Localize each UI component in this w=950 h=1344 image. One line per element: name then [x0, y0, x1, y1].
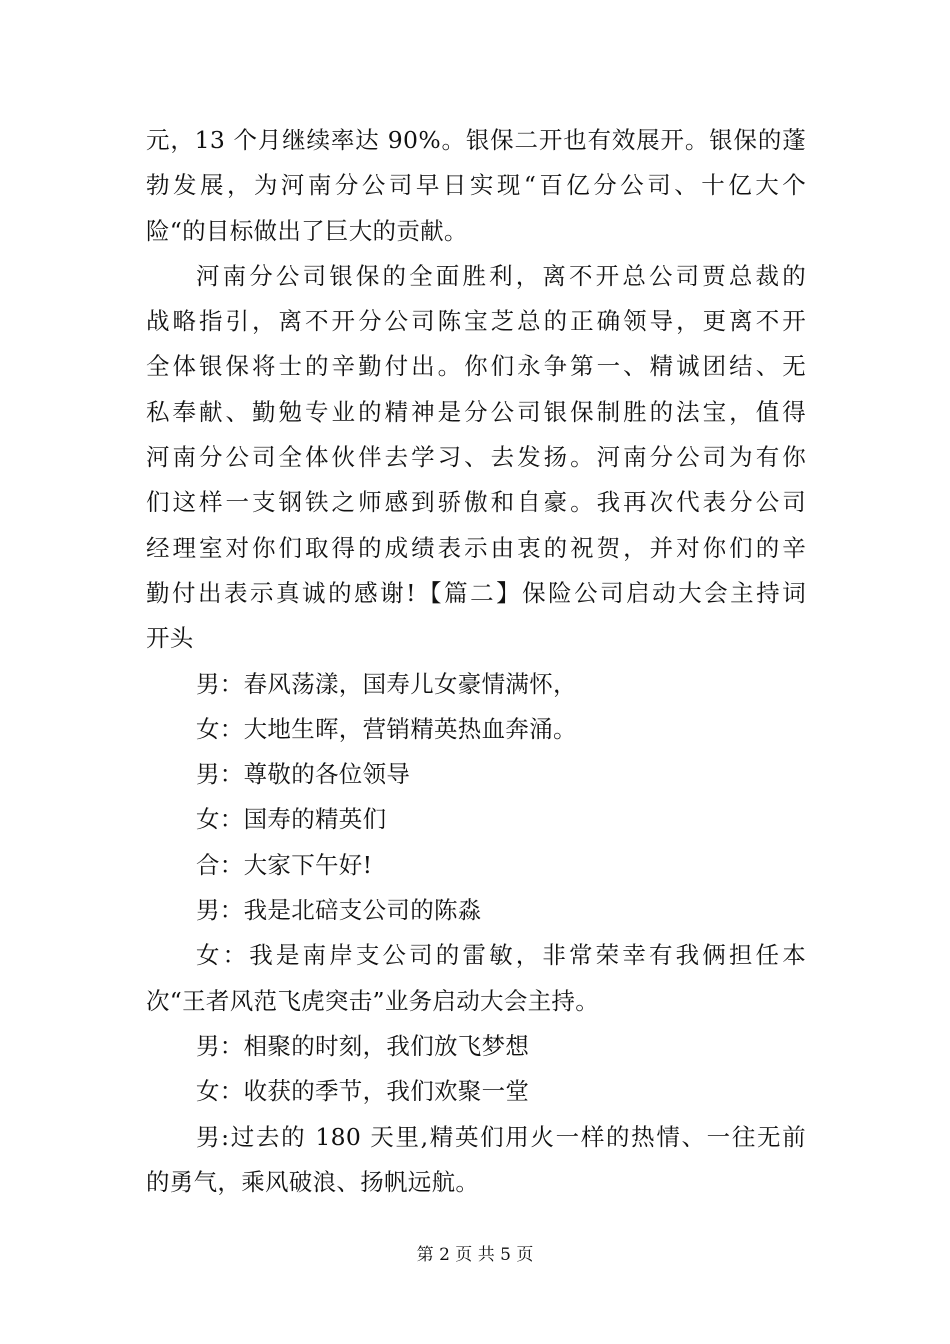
text-line: 次“王者风范飞虎突击”业务启动大会主持。: [146, 986, 600, 1015]
dialogue-line: 男：春风荡漾，国寿儿女豪情满怀，: [196, 669, 577, 698]
dialogue-line: 男：相聚的时刻，我们放飞梦想: [196, 1031, 530, 1060]
dialogue-line: 男：尊敬的各位领导: [196, 760, 411, 789]
dialogue-line: 合：大家下午好!: [196, 850, 373, 879]
page-number: 第 2 页 共 5 页: [416, 1245, 534, 1265]
text-line: 全体银保将士的辛勤付出。你们永争第一、精诚团结、无: [146, 352, 806, 381]
text-line: 河南分公司银保的全面胜利，离不开总公司贾总裁的: [196, 261, 806, 290]
text-line: 河南分公司全体伙伴去学习、去发扬。河南分公司为有你: [146, 443, 806, 472]
text-line: 勤付出表示真诚的感谢!【篇二】保险公司启动大会主持词: [146, 578, 806, 607]
text-line: 的勇气，乘风破浪、扬帆远航。: [146, 1167, 480, 1196]
dialogue-line: 女：我是南岸支公司的雷敏，非常荣幸有我俩担任本: [196, 941, 806, 970]
dialogue-line: 男:过去的 180 天里,精英们用火一样的热情、一往无前: [196, 1122, 806, 1151]
text-line: 险“的目标做出了巨大的贡献。: [146, 216, 468, 245]
text-line: 私奉献、勤勉专业的精神是分公司银保制胜的法宝，值得: [146, 397, 806, 426]
text-line: 们这样一支钢铁之师感到骄傲和自豪。我再次代表分公司: [146, 488, 806, 517]
text-line: 勃发展，为河南分公司早日实现“百亿分公司、十亿大个: [146, 171, 806, 200]
text-line: 战略指引，离不开分公司陈宝芝总的正确领导，更离不开: [146, 307, 806, 336]
dialogue-line: 女：收获的季节，我们欢聚一堂: [196, 1077, 530, 1106]
text-line: 经理室对你们取得的成绩表示由衷的祝贺，并对你们的辛: [146, 533, 806, 562]
text-line: 开头: [146, 624, 194, 653]
text-line: 元，13 个月继续率达 90%。银保二开也有效展开。银保的蓬: [146, 126, 806, 154]
dialogue-line: 女：国寿的精英们: [196, 805, 387, 834]
dialogue-line: 男：我是北碚支公司的陈淼: [196, 896, 482, 925]
dialogue-line: 女：大地生晖，营销精英热血奔涌。: [196, 714, 577, 743]
document-body: [146, 118, 806, 1205]
